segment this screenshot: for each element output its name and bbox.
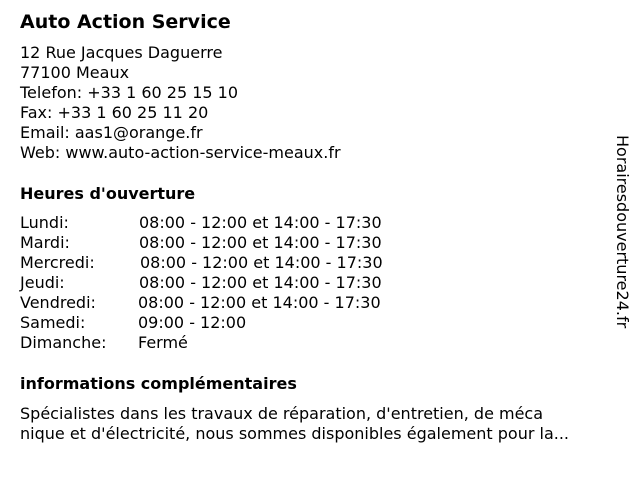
email-line: Email: aas1@orange.fr bbox=[20, 123, 203, 142]
business-name: Auto Action Service bbox=[20, 11, 231, 33]
hours-time: 08:00 - 12:00 et 14:00 - 17:30 bbox=[138, 293, 381, 312]
hours-day: Mercredi: bbox=[20, 253, 95, 272]
address-city: 77100 Meaux bbox=[20, 63, 130, 82]
address-street: 12 Rue Jacques Daguerre bbox=[20, 43, 223, 62]
hours-day: Lundi: bbox=[20, 213, 69, 232]
contact-block bbox=[20, 43, 341, 163]
hours-time: 08:00 - 12:00 et 14:00 - 17:30 bbox=[139, 273, 382, 292]
hours-day: Mardi: bbox=[20, 233, 70, 252]
hours-time: 08:00 - 12:00 et 14:00 - 17:30 bbox=[139, 233, 382, 252]
hours-time: 08:00 - 12:00 et 14:00 - 17:30 bbox=[139, 213, 382, 232]
phone-line: Telefon: +33 1 60 25 15 10 bbox=[20, 83, 239, 102]
info-line-2: nique et d'électricité, nous sommes disponibles également pour la... bbox=[20, 424, 569, 443]
hours-heading: Heures d'ouverture bbox=[20, 184, 196, 203]
info-description bbox=[20, 404, 620, 444]
watermark bbox=[611, 135, 633, 375]
info-heading: informations complémentaires bbox=[20, 374, 297, 393]
hours-day: Samedi: bbox=[20, 313, 86, 332]
hours-day: Dimanche: bbox=[20, 333, 107, 352]
web-line: Web: www.auto-action-service-meaux.fr bbox=[20, 143, 341, 162]
info-line-1: Spécialistes dans les travaux de réparation, d'entretien, de méca bbox=[20, 404, 544, 423]
hours-day: Jeudi: bbox=[20, 273, 65, 292]
hours-day: Vendredi: bbox=[20, 293, 96, 312]
watermark-text: Horairesdouverture24.fr bbox=[613, 135, 632, 329]
hours-time: Fermé bbox=[138, 333, 188, 352]
hours-time: 08:00 - 12:00 et 14:00 - 17:30 bbox=[140, 253, 383, 272]
hours-time: 09:00 - 12:00 bbox=[138, 313, 247, 332]
fax-line: Fax: +33 1 60 25 11 20 bbox=[20, 103, 209, 122]
